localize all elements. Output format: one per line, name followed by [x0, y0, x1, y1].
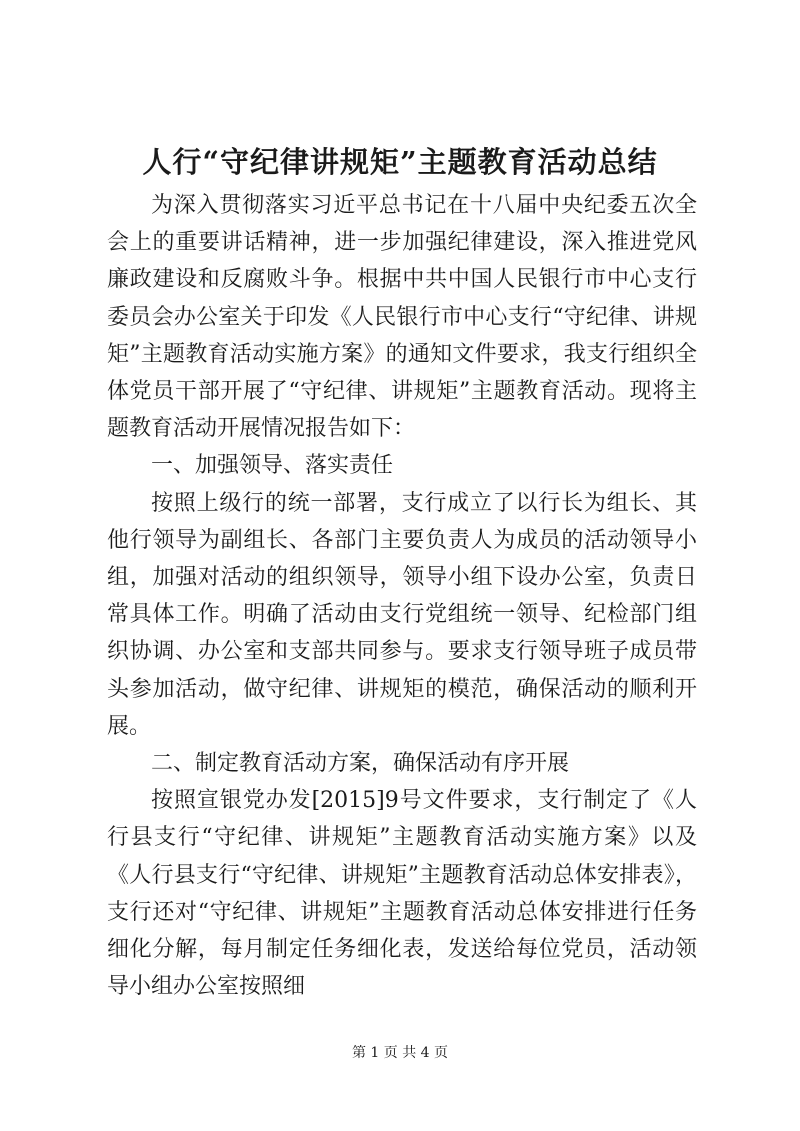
page-number: 第 1 页 共 4 页: [351, 1045, 449, 1061]
section-heading-1: 一、加强领导、落实责任: [151, 453, 394, 479]
document-title: 人行“守纪律讲规矩”主题教育活动总结: [142, 145, 658, 179]
document-body: [107, 187, 697, 1005]
paragraph-intro: 为深入贯彻落实习近平总书记在十八届中央纪委五次全会上的重要讲话精神，进一步加强纪律建设，深入推进党风廉政建设和反腐败斗争。根据中共中国人民银行市中心支行委员会办公室关于印发《人民银行市中心支行“守纪律、讲规矩”主题教育活动实施方案》的通知文件要求，我支行组织全体党员干部开展了“守纪律、讲规矩”主题教育活动。现将主题教育活动开展情况报告如下：: [107, 193, 697, 442]
paragraph-section-2: 按照宣银党办发[2015]9号文件要求，支行制定了《人行县支行“守纪律、讲规矩”主题教育活动实施方案》以及《人行县支行“守纪律、讲规矩”主题教育活动总体安排表》，支行还对“守纪律、讲规矩”主题教育活动总体安排进行任务细化分解，每月制定任务细化表，发送给每位党员，活动领导小组办公室按照细: [107, 788, 697, 1000]
paragraph-section-1: 按照上级行的统一部署，支行成立了以行长为组长、其他行领导为副组长、各部门主要负责人为成员的活动领导小组，加强对活动的组织领导，领导小组下设办公室，负责日常具体工作。明确了活动由支行党组统一领导、纪检部门组织协调、办公室和支部共同参与。要求支行领导班子成员带头参加活动，做守纪律、讲规矩的模范，确保活动的顺利开展。: [107, 490, 697, 739]
section-heading-2: 二、制定教育活动方案，确保活动有序开展: [151, 751, 570, 777]
